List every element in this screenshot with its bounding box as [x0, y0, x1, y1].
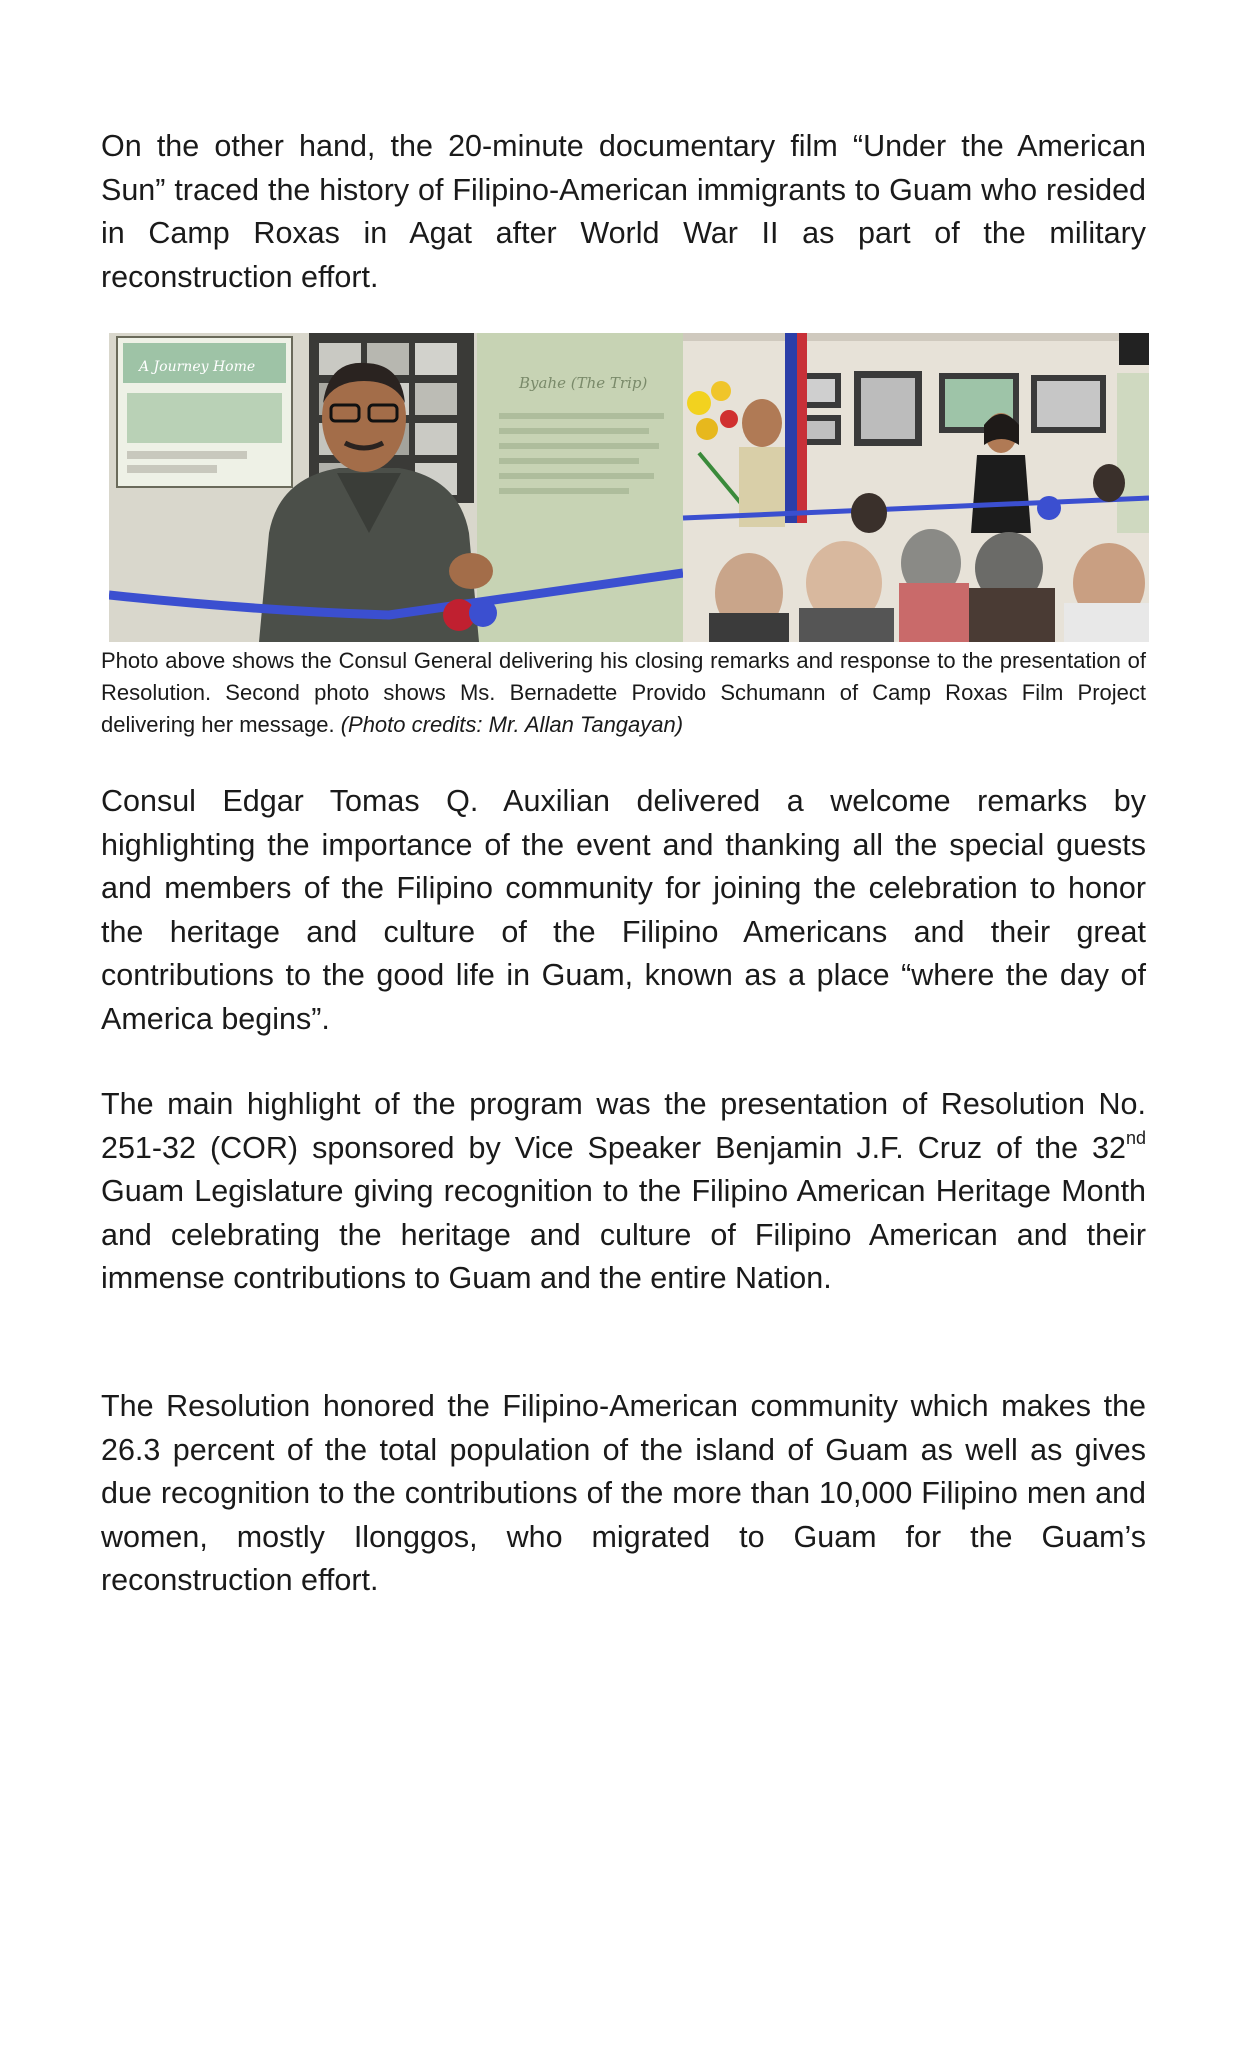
photo-caption	[101, 645, 1146, 741]
photo-film-project-speaker	[683, 333, 1149, 642]
paragraph-resolution-highlight	[101, 1083, 1146, 1301]
p3-text-after: Guam Legislature giving recognition to the Filipino American Heritage Month and celebrating the heritage and culture of Filipino American and their immense contributions to Guam and the entire Nation.	[101, 1174, 1146, 1295]
p3-superscript: nd	[1125, 1127, 1146, 1148]
caption-text: Photo above shows the Consul General delivering his closing remarks and response to the presentation of Resolution. Second photo shows Ms. Bernadette Provido Schumann of Camp Roxas Film Project delivering her message.	[101, 648, 1146, 737]
p3-text-before: The main highlight of the program was the presentation of Resolution No. 251-32 (COR) sponsored by Vice Speaker Benjamin J.F. Cruz of the 32	[101, 1087, 1146, 1165]
paragraph-documentary: On the other hand, the 20-minute documentary film “Under the American Sun” traced the history of Filipino-American immigrants to Guam who resided in Camp Roxas in Agat after World War II as part of the military reconstruction effort.	[101, 129, 1146, 294]
photo-consul-general	[109, 333, 683, 642]
banner-title: Byahe (The Trip)	[519, 374, 648, 392]
photo-strip	[109, 333, 1149, 642]
paragraph-welcome-remarks: Consul Edgar Tomas Q. Auxilian delivered a welcome remarks by highlighting the importance of the event and thanking all the special guests and members of the Filipino community for joining the celebration to honor the heritage and culture of the Filipino Americans and their great contributions to the good life in Guam, known as a place “where the day of America begins”.	[101, 784, 1146, 1036]
caption-credits: (Photo credits: Mr. Allan Tangayan)	[340, 712, 684, 737]
poster-title: A Journey Home	[139, 359, 256, 375]
paragraph-resolution-honored: The Resolution honored the Filipino-American community which makes the 26.3 percent of the total population of the island of Guam as well as gives due recognition to the contributions of the more than 10,000 Filipino men and women, mostly Ilonggos, who migrated to Guam for the Guam’s reconstruction effort.	[101, 1389, 1146, 1597]
